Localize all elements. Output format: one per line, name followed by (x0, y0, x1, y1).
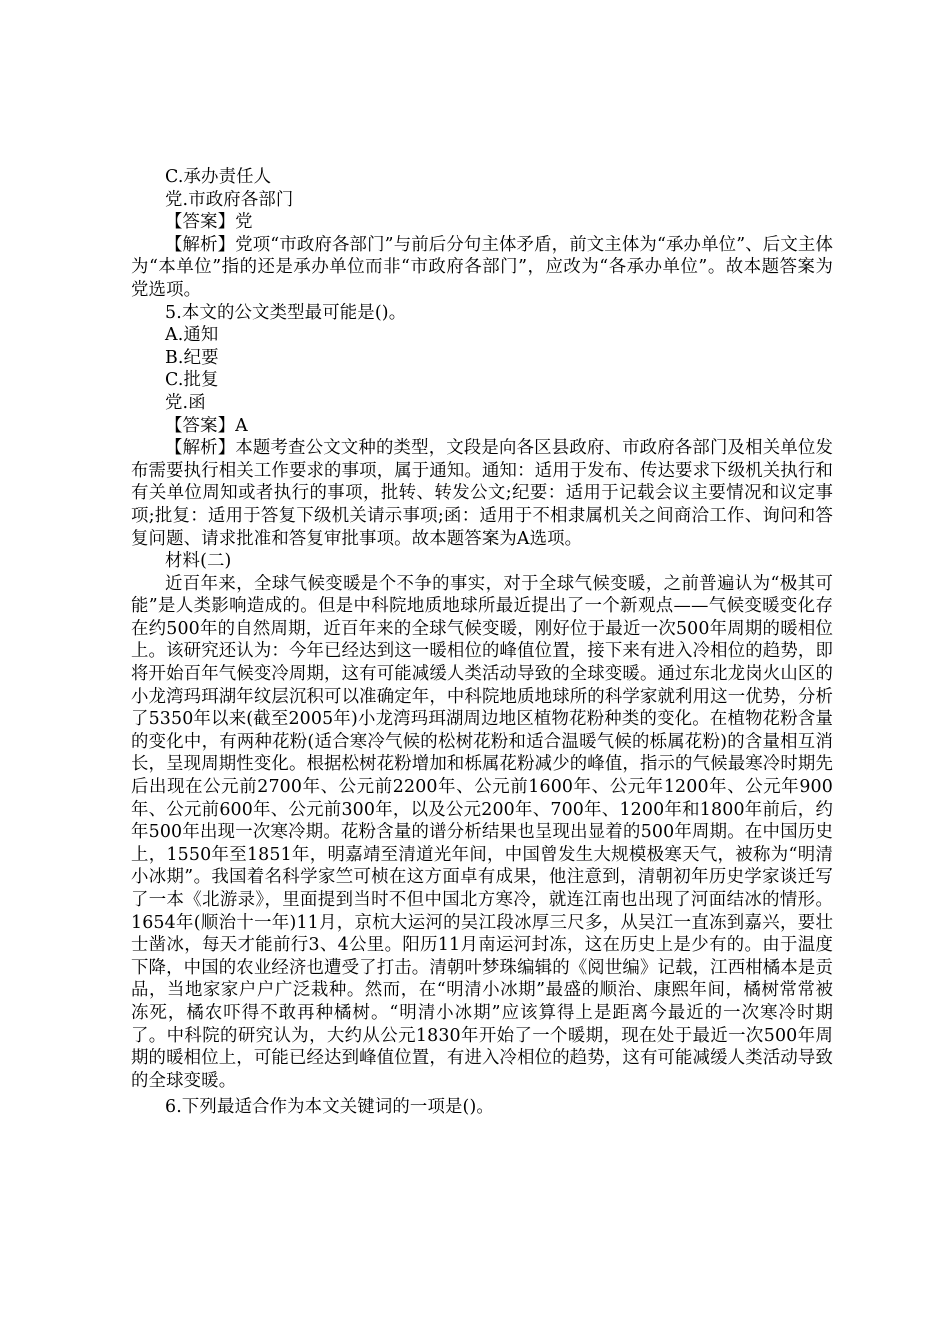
document-page (131, 166, 833, 1119)
material-heading: 材料(二) (165, 551, 232, 572)
q5-option-a: A.通知 (165, 325, 219, 346)
q4-analysis: 【解析】党项“市政府各部门”与前后分句主体矛盾，前文主体为“承办单位”、后文主体为“本单位”指的还是承办单位而非“市政府各部门”，应改为“各承办单位”。故本题答案为党选项。 (131, 234, 833, 300)
q5-option-d: 党.函 (165, 392, 206, 413)
material-body: 近百年来，全球气候变暖是个不争的事实，对于全球气候变暖，之前普遍认为“极其可能”是人类影响造成的。但是中科院地质地球所最近提出了一个新观点——气候变暖变化存在约500年的自然周期，近百年来的全球气候变暖，刚好位于最近一次500年周期的暖相位上。该研究还认为：今年已经达到这一暖相位的峰值位置，接下来有进入冷相位的趋势，即将开始百年气候变冷周期，这有可能减缓人类活动导致的全球变暖。通过东北龙岗火山区的小龙湾玛珥湖年纹层沉积可以准确定年，中科院地质地球所的科学家就利用这一优势，分析了5350年以来(截至2005年)小龙湾玛珥湖周边地区植物花粉种类的变化。在植物花粉含量的变化中，有两种花粉(适合寒冷气候的松树花粉和适合温暖气候的栎属花粉)的含量相互消长，呈现周期性变化。根据松树花粉增加和栎属花粉减少的峰值，指示的气候最寒冷时期先后出现在公元前2700年、公元前2200年、公元前1600年、公元年1200年、公元年900年、公元前600年、公元前300年，以及公元200年、700年、1200年和1800年前后，约年500年出现一次寒冷期。花粉含量的谱分析结果也呈现出显着的500年周期。在中国历史上，1550年至1851年，明嘉靖至清道光年间，中国曾发生大规模极寒天气，被称为“明清小冰期”。我国着名科学家竺可桢在这方面卓有成果，他注意到，清朝初年历史学家谈迁写了一本《北游录》，里面提到当时不但中国北方寒冷，就连江南也出现了河面结冰的情形。1654年(顺治十一年)11月，京杭大运河的吴江段冰厚三尺多，从吴江一直冻到嘉兴，要壮士凿冰，每天才能前行3、4公里。阳历11月南运河封冻，这在历史上是少有的。由于温度下降，中国的农业经济也遭受了打击。清朝叶梦珠编辑的《阅世编》记载，江西柑橘本是贡品，当地家家户户广泛栽种。然而，在“明清小冰期”最盛的顺治、康熙年间，橘树常常被冻死，橘农吓得不敢再种橘树。“明清小冰期”应该算得上是距离今最近的一次寒冷时期了。中科院的研究认为，大约从公元1830年开始了一个暖期，现在处于最近一次500年周期的暖相位上，可能已经达到峰值位置，有进入冷相位的趋势，这有可能减缓人类活动导致的全球变暖。 (131, 573, 833, 1091)
q6-stem: 6.下列最适合作为本文关键词的一项是()。 (165, 1097, 494, 1118)
q5-analysis: 【解析】本题考查公文文种的类型，文段是向各区县政府、市政府各部门及相关单位发布需要执行相关工作要求的事项，属于通知。通知：适用于发布、传达要求下级机关执行和有关单位周知或者执行的事项，批转、转发公文;纪要：适用于记载会议主要情况和议定事项;批复：适用于答复下级机关请示事项;函：适用于不相隶属机关之间商洽工作、询问和答复问题、请求批准和答复审批事项。故本题答案为A选项。 (131, 438, 833, 549)
q5-stem: 5.本文的公文类型最可能是()。 (165, 302, 407, 323)
q4-option-d: 党.市政府各部门 (165, 189, 294, 210)
q5-option-c: C.批复 (165, 370, 219, 391)
q4-option-c: C.承办责任人 (165, 167, 272, 187)
q5-answer: 【答案】A (165, 415, 248, 436)
q4-answer: 【答案】党 (165, 212, 253, 233)
q5-option-b: B.纪要 (165, 347, 219, 368)
